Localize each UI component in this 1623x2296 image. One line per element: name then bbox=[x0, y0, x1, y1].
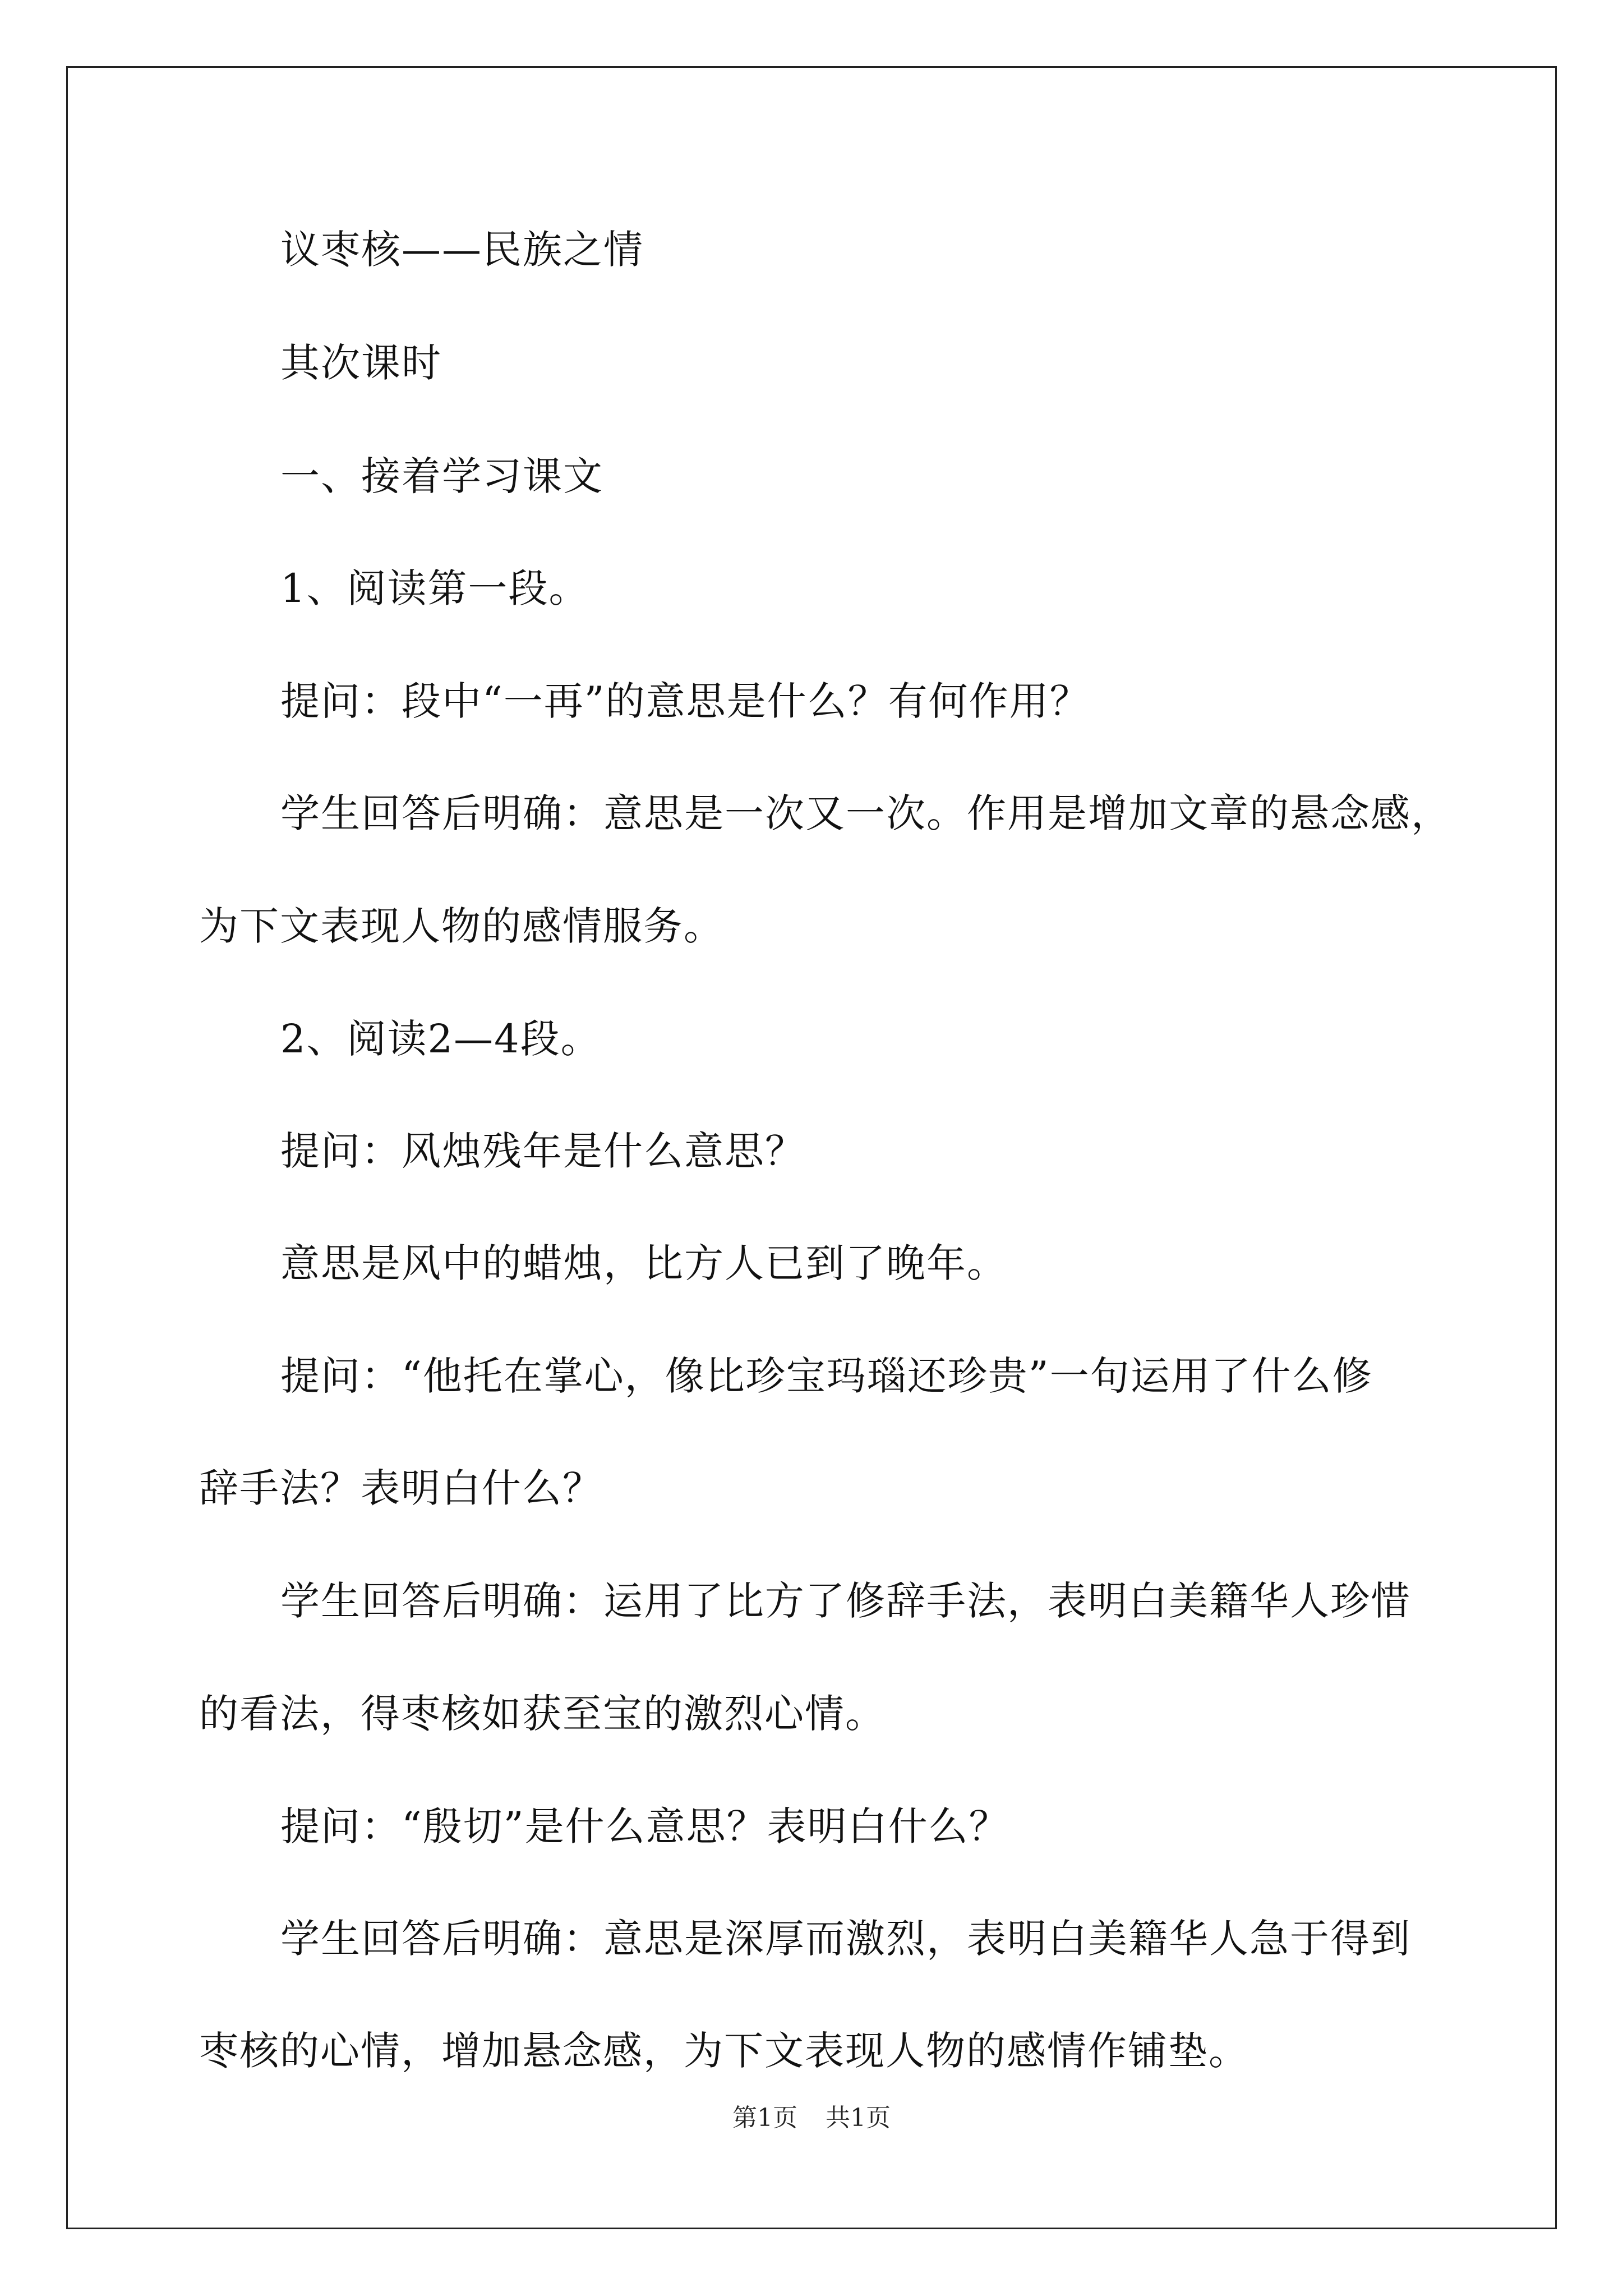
paragraph: 学生回答后明确：运用了比方了修辞手法，表明白美籍华人珍惜 bbox=[280, 1578, 1411, 1624]
paragraph: 2、阅读2—4段。 bbox=[280, 1016, 601, 1062]
paragraph: 提问：“殷切”是什么意思？表明白什么？ bbox=[280, 1803, 1009, 1849]
page-total: 共1页 bbox=[826, 2104, 891, 2132]
lesson-heading: 其次课时 bbox=[280, 340, 442, 386]
paragraph: 意思是风中的蜡烛，比方人已到了晚年。 bbox=[280, 1240, 1007, 1286]
paragraph-continuation: 辞手法？表明白什么？ bbox=[199, 1465, 603, 1511]
page-number: 第1页 bbox=[732, 2104, 797, 2132]
document-title: 议枣核——民族之情 bbox=[280, 227, 644, 273]
section-heading: 一、接着学习课文 bbox=[280, 453, 603, 499]
paragraph: 提问：段中“一再”的意思是什么？有何作用？ bbox=[280, 678, 1090, 724]
paragraph: 学生回答后明确：意思是一次又一次。作用是增加文章的悬念感， bbox=[280, 790, 1451, 836]
paragraph: 提问：“他托在掌心，像比珍宝玛瑙还珍贵”一句运用了什么修 bbox=[280, 1353, 1373, 1399]
paragraph: 1、阅读第一段。 bbox=[280, 565, 589, 611]
paragraph-continuation: 枣核的心情，增加悬念感，为下文表现人物的感情作铺垫。 bbox=[199, 2028, 1249, 2074]
paragraph: 提问：风烛残年是什么意思？ bbox=[280, 1128, 805, 1174]
page-footer bbox=[0, 2101, 1623, 2135]
paragraph: 学生回答后明确：意思是深厚而激烈，表明白美籍华人急于得到 bbox=[280, 1916, 1411, 1962]
paragraph-continuation: 的看法，得枣核如获至宝的激烈心情。 bbox=[199, 1691, 886, 1737]
paragraph-continuation: 为下文表现人物的感情服务。 bbox=[199, 903, 724, 949]
